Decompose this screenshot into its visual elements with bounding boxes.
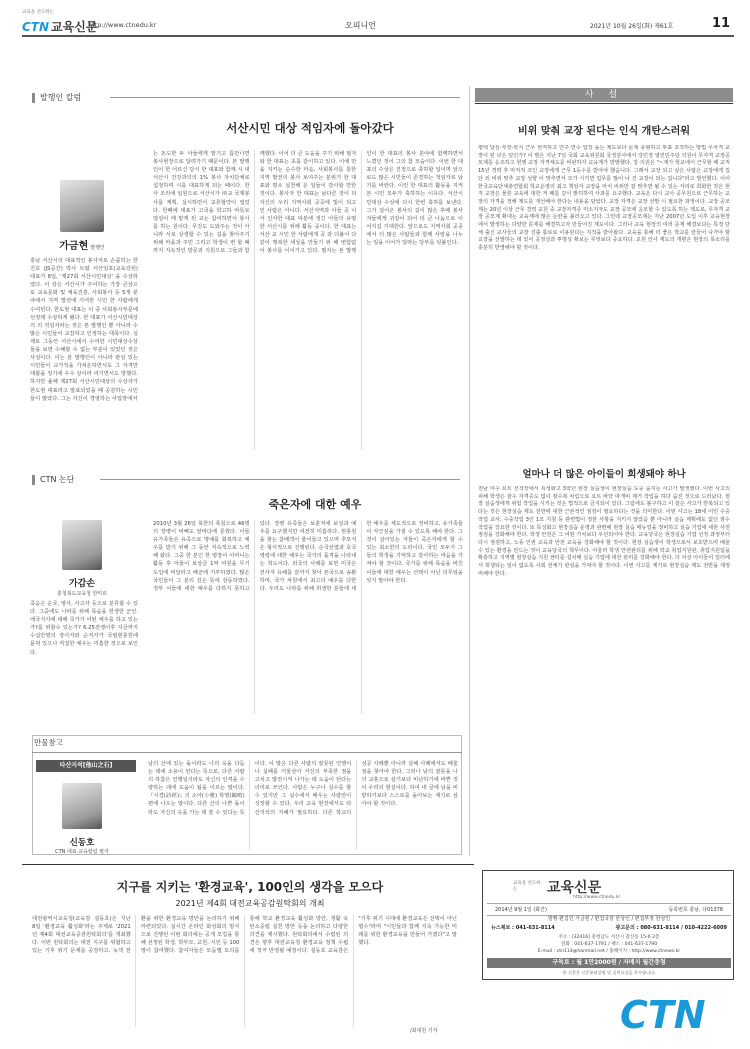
section-title: 오피니언 bbox=[345, 21, 376, 30]
article-body: 2010년 3월 26일 북한의 폭침으로 46명의 장병이 바뻐도 앞바다에 문혔다. 이들 유가족들은 유족으로 명예를 회복하고 예우를 받기 위해 그 동안 지속적으로 노력해 왔다. 그중 한 분인 한 병장이 어머니는 활동 후 아들이 보상금 1억 여원을 무기 도입에 써달라고 해군에 기부하였다. 많은 국민들이 그 분의 깊은 뜻에 감동하였다. 정부 이들에 대한 예우를 다하지 못하고 있다. 장병 유족들은 보훈처에 보상과 예우를 요구했지만 여전히 미흡하다. 현충원을 찾는 참배객이 줄어들고 있으며 추모식은 형식적으로 진행된다. 순국선열과 호국영령에 대한 예우는 국가의 품격을 나타내는 척도이다. 외국의 사례를 보면 미국은 전사자 유해를 끝까지 찾아 본국으로 송환하며, 국가 차원에서 최고의 예우를 다한다. 우리도 나라를 위해 희생한 분들에 대한 예우를 제도적으로 정비하고, 유가족들이 자긍심을 가질 수 있도록 해야 한다. 그것이 살아있는 자들이 죽은자에게 할 수 있는 최소한의 도리이다. 국민 모두가 그들의 희생을 기억하고 감사하는 마음을 가져야 할 것이다. 국가를 위해 목숨을 바친 이들에 대한 예우는 선택이 아닌 의무임을 잊지 말아야 한다. bbox=[153, 521, 463, 592]
editorial-body-2: 전남 여수 요트 선착장에서 특성화고 3학년 현장 실습생이 현장실습 도중 숨지는 사고가 발생했다. 이번 사고의 피해 학생은 잠수 자격증도 없이 잠수복 차림으로 요트 바닥 따개비 제거 작업을 하다 숨진 것으로 드러났다. 현장 실습생에게 위험 작업을 시키는 것은 법적으로 금지되어 있다. 그럼에도 불구하고 이 같은 사고가 반복되고 있다는 것은 현장실습 제도 전반에 대한 근본적인 점검이 필요하다는 것을 의미한다. 이번 사고는 18세 어린 수중작업 교사, 수중작업 3인 1조 지침 등 관련법이 정한 사항을 지키지 않았음 뿐 아니라 실습 계획에도 없던 잠수 작업을 강요한 것이다. 또 특성화고 현장실습 운영과 관련해 현장 실습 매뉴얼을 정비하고 실습 기업에 대한 사전 점검을 강화해야 한다. 학생 안전은 그 어떤 가치보다 우선되어야 한다. 교육당국은 현장실습 기업 선정 과정부터 다시 점검하고, 노동 인권 교육과 안전 교육을 강화해야 할 것이다. 현장 실습생이 학생으로서 보호받으며 배울 수 있는 환경을 만드는 것이 교육당국의 책무이다. 아울러 학생 안전관리를 위해 학교 취업지원관, 취업지원팀을 확충하고 지역별 현장실습 지원 센터를 설치해 실습 기업에 대한 관리를 강화해야 한다. 더 이상 아이들이 일터에서 희생되는 일이 없도록 사회 전체가 관심을 가져야 할 것이다. 이번 사고를 계기로 현장실습 제도 전반을 재정비해야 한다. bbox=[478, 486, 730, 577]
site-url[interactable]: http://www.ctnedu.kr bbox=[88, 21, 157, 29]
masthead-name: 교육신문 bbox=[547, 880, 602, 896]
author-photo bbox=[62, 520, 102, 570]
ad-tel[interactable]: 광고문의 : 080-631-8114 / 010-4222-6009 bbox=[615, 925, 727, 931]
column-divider bbox=[469, 86, 470, 856]
editorial-headline-2[interactable]: 얼마나 더 많은 아이들이 희생돼야 하나 bbox=[522, 469, 686, 480]
section-label-text: CTN 논단 bbox=[40, 475, 75, 484]
author-name: 신동호 bbox=[69, 838, 95, 848]
section-line bbox=[110, 97, 460, 98]
page-number: 11 bbox=[712, 16, 731, 31]
editorial-rule bbox=[475, 103, 733, 104]
phone-fax: 전화 : 041-637-1791 / 팩스 : 041-637-1790 bbox=[560, 942, 658, 947]
ethics-note: 본 신문은 신문윤리강령 및 실천요강을 준수합니다. bbox=[562, 970, 656, 975]
page-header bbox=[0, 0, 750, 40]
article-subhead: 2021년 제4회 대전교육공감원탁회의 개최 bbox=[175, 899, 325, 908]
logo-slogan: 교육을 선도하는 bbox=[22, 10, 54, 15]
email-homepage[interactable]: E-mail : ctn114@hanmail.net / 홈페이지 : http://www.ctnews.kr bbox=[537, 949, 681, 954]
masthead-logo bbox=[513, 877, 601, 897]
article-byline: /최대원 기자 bbox=[410, 1028, 438, 1034]
issue-info: 2021년 10월 26일(화) 제61호 bbox=[590, 23, 674, 30]
section-label-reference: 만물참고 bbox=[34, 738, 63, 747]
label-bar bbox=[32, 93, 35, 103]
author-photo bbox=[62, 783, 102, 829]
masthead-url[interactable]: http://www.ctnedu.kr bbox=[573, 895, 621, 900]
masthead-slogan: 교육을 선도하는 bbox=[513, 881, 541, 892]
registration-date: 2014년 9월 1일 (화간) bbox=[495, 907, 547, 913]
logo-ctn: CTN bbox=[22, 20, 50, 34]
section-label-publisher bbox=[32, 92, 81, 103]
staff-info: 발행·편집인 가금현 / 편집국장 한상인 / 편집부장 한상인 bbox=[547, 916, 671, 922]
article-body-intro: 죽음은 순국, 병사, 사고사 등으로 분류할 수 있다. 그중에도 나라를 위해 목숨을 헌생한 군인· 애국지사에 대해 국가가 어떤 예우를 하고 있는가?를 위할수 있는가? 6.25전쟁이후 지금까지 수십만명의 장사자와 순직자가 국립현충원에 묻혀 있으나 직접한 예우는 미흡한 것으로 보인다. bbox=[30, 601, 138, 656]
author-title: 충청북도교육청 한미르 bbox=[57, 591, 107, 597]
address-block bbox=[487, 934, 731, 955]
logo-name: 교육신문 bbox=[51, 20, 98, 34]
registration-number: 등록번호 충남, 다01378 bbox=[668, 907, 723, 913]
article-body-intro: 충남 서산시의 대표적인 봉사자로 손꼽히는 한진호 (JS공간) 박사 트럼 서산임포(교육강원) 대표가 8일, '제27회 서산시민대상' 을 수상하였다. 이 상은 서산시가 주어하는 가장 큰상으로 교육문화 및 체육진흥, 사회봉사 등 5개 분야에서 지역 발전에 기여한 시민 한 사람에게 수여된다. 한도현 대표는 이 중 사회봉사부문에 선정돼 수상하게 됐다. 한 대표가 서산시민대상의 의 적임자라는 것은 본 발행인 뿐 아니라 수많은 시민들이 교감하고 인정하는 대목이다. 실제로 그동안 서산시에서 수여한 시민대상수상들을 보면 수혜할 수 없는 부분이 있었던 것은 사실이다. 이는 본 발행인이 아니라 관심 있는 시민들이 교가적을 가져온하면서도 그 자격만 대할을 정기에 우수 상이라 여기면서도 방했다. 하지만 올해 제27회 서산시민대상의 수상자가 한도현 대표라고 발표되었을 때 공감하는 시민들이 많았다. 그는 자신이 경영하는 사업장에서 bbox=[30, 258, 138, 402]
news-tip-tel[interactable]: 뉴스제보 : 041-631-8114 bbox=[491, 925, 555, 931]
section-line bbox=[100, 479, 460, 480]
editorial-body-1: 평택 달심·부장·학지 근무 현직하고 연구·연수 업장 을는 제도보다 문제 유형하고 투표 조작하는 방법 무자격 교장이 된 낫은 일인가? 이 발은 지난 7일 국회 교육위원회 국정감사에서 강민정 열린민주당 의원이 무자격 교장공모제를 응조하고 현행 교장 자격체도를 비판하자 교육계가 반발했다. 강 의원은 "~재가 학교에서 근무할 때 교직 15년 경력 후 마직적 코인 교장에게 근무 1등수를 받아야 했습니다. 그래서 교장 되고 싶은 사람은 교장에게 집단 외 비위 맞추 교장 성향 이 맞추면서 모가 시키면 업무를 많이 나 진 교장이 되는 겁니다"라고 발언했다. 이어 한국교육단체총연합회 학교운영의 최고 책임자 교장을 마치 비위만 잘 맞추면 될 수 있는 자리로 희화한 것은 현직 교장은 물론 교육에 대한 저 폐를 깊이 밝히하여 사과를 요구했다. 교육은 다시 교사 공무원으로 근무하는 교장의 자격을 정해 제도를 개선해야 한다는 내용을 담았다. 교장 자격은 교장 선발 시 필요한 과정이다. 교장 공모제는 20년 이상 근무 경력 교원 중 교장자격증 미소지자도 교장 공모에 응모할 수 있도록 하는 제도로, 무자격 교장 공모제 확대는 교육계에 많은 논란을 불러오고 있다. 그런데 교장공모제는 지난 2007년 도입 이후 교육현장에서 발생하는 다양한 문제를 해결하고자 만들어진 제도이다. 그러나 교육 현장의 여러 문제 해결보다는 특정 단체 출신 교사들의 교장 진출 통로로 이용된다는 지적을 받아왔다. 교육을 통해 더 좋은 학교를 만들어 나가야 할 교장을 선발하는 데 있어 공정성과 투명성 확보는 무엇보다 중요하다. 교원 인사 제도의 개편은 현장의 목소리를 충분히 반영해야 할 것이다. bbox=[478, 145, 730, 252]
masthead-box bbox=[482, 870, 734, 980]
address: 주소 : [32416] 충청남도 서산시 갈산동 15-6 2층 bbox=[558, 935, 660, 940]
section-line bbox=[32, 752, 462, 753]
article-headline[interactable]: 지구를 지키는 '환경교육', 100인의 생각을 모으다 bbox=[116, 880, 384, 894]
article-body: 대전광역시교육청(교육감 설동호)은 지난 8일 '환경교육 활성화'라는 주제로 '2021년 제4회 대전교육공감원탁회의'를 개최했다. 이번 원탁회의는 대전 지구를 위협하고 있는 기후 위기 문제를 공감하고, 녹색 전환을 위한 환경교육 방안을 논의하기 위해 마련되었다. 실시간 온라인 화상회의 방식으로 진행된 이번 회의에는 공개 모집을 통해 선정된 학생, 학부모, 교원, 시민 등 100명이 참여했다. 참여자들은 모둠별 토의를 통해 학교 환경교육 활성화 방안, 생활 속 탄소중립 실천 방안 등을 논의하고 다양한 의견을 제시했다. 원탁회의에서 수렴된 의견은 향후 대전교육청 환경교육 정책 수립에 적극 반영될 예정이다. 설동호 교육감은 "기후 위기 시대에 환경교육은 선택이 아닌 필수"라며 "시민들과 함께 지속 가능한 미래를 위한 환경교육을 만들어 가겠다"고 말했다. bbox=[32, 916, 457, 955]
masthead-logo[interactable] bbox=[22, 9, 97, 35]
section-label-text: 발행인 칼럼 bbox=[40, 93, 82, 102]
section-rule bbox=[22, 864, 474, 865]
article-headline[interactable]: 죽은자에 대한 예우 bbox=[268, 498, 362, 511]
header-rule bbox=[22, 35, 734, 37]
author-name: 가감손 bbox=[68, 579, 96, 589]
editorial-headline-1[interactable]: 비위 맞춰 교장 된다는 인식 개탄스러워 bbox=[518, 126, 690, 137]
author-name-block bbox=[30, 237, 134, 252]
bottom-logo-text: CTN bbox=[620, 993, 706, 1037]
subscription-fee: 구독료 : 월 1만2000원 / 자매지 월간충청 bbox=[487, 958, 731, 968]
section-label-forum bbox=[32, 474, 74, 485]
bottom-logo bbox=[620, 995, 706, 1035]
editorial-banner: 사 설 bbox=[475, 88, 733, 102]
author-photo bbox=[60, 180, 104, 232]
author-title: 발행인 bbox=[90, 245, 105, 251]
reference-body: 남의 산에 있는 돌이라도 나의 옥을 다듬는 데에 소용이 된다는 뜻으로, 다른 사람의 하찮은 언행일지라도 자신의 인격을 수양하는 데에 도움이 됨을 이르는 말이다. 『시경(詩經)』의 소아(小雅) 학명(鶴鳴)편에 나오는 말이다. 다른 산의 나쁜 돌이라도 자신의 옥을 가는 데 쓸 수 있다는 뜻이다. 이 말은 다른 사람의 잘못된 언행이나 실패를 거울삼아 자신의 부족한 점을 고치고 발전시켜 나가는 데 도움이 된다는 의미로 쓰인다. 사람은 누구나 실수를 할 수 있지만 그 실수에서 배우는 사람만이 성장할 수 있다. 우리 교육 현장에서도 타산지석의 지혜가 필요하다. 다른 학교의 성공 사례뿐 아니라 실패 사례에서도 배울 점을 찾아야 한다. 그러나 남의 잘못을 나의 교훈으로 삼기보다 비난하기에 바쁜 것이 우리의 현실이다. 하여 내 글에 남을 비방하기보다 스스로를 돌아보는 계기로 삼아야 할 것이다. bbox=[148, 761, 458, 816]
author-title: CTN 대표·교육칼럼 필자 bbox=[55, 849, 109, 855]
author-name: 가금현 bbox=[59, 241, 89, 252]
article-body: 는 돈도한 두 아들에게 맡기고 틈만나면 봉사현장으로 달려가기 때문이다. 본 발행인이 한 어르신 당시 한 대표와 함께 시 내 서산시 건강과의의 1% 봉사 자치단체로 섭정하며 시를 대표하게 되는 때이다. 한사 조리에 일원으로 서산시가 ㈜교 국제봉사를 계획, 실시하면서 교류협약이 열었다. 한때에 대표가 고국을 학고하 따뜻로 열심이 매 맡게 된 교는 참여하면서 봉사를 하는 원이다. 무진도 도와주는 것이 아니라 서로 상생할 수 있는 길을 찾아주기 위해 마을과 주민 그리고 학생이 변 할 때까지 지속적인 방문과 지원으로 그들과 함께했다. 이어 더 큰 도움을 주기 위해 필자와 한 대표는 초를 같이하고 있다. 이에 만을 지키는 순수한 마음, 사회봉사를 통한 지역 발전의 봉사 보여주는 분위기 한 대표와 평소 실천해 온 일들이 감사할 만한 것이다. 봉사자 한 대표는 남다른 것이 더 자신의 우리 지역사회 곳곳에 빛이 되고 민 사람은 아니다. 서산지역과 아들 공 이서 인사한 대표 덕분에 생긴 아들의 유명한 서산시를 위해 활동 중이다. 한 대표는 서산 교 시민 한 사람에게 공 과 더불어 다 같이 행복한 세상을 만들기 위 해 변함없이 봉사를 이어가고 있다. 필자는 본 발행인이 한 대표의 봉사 분야에 함께하면서 느꼈던 것이 그의 참 모습이다. 이번 한 대표의 수상은 진정으로 축하할 일이며 앞으로도 많은 시민들이 존경하는 적임자로 남기를 바란다. 이런 한 대표의 활동을 지켜본 시민 모두가 축하하는 이유다. 서산시민대상 수상에 다시 한번 축하를 보낸다. 그가 걸어온 봉사의 길이 많은 후배 봉사자들에게 귀감이 되어 더 큰 나눔으로 이어지길 기대한다. 앞으로도 지역사회 곳곳에서 더 많은 사람들과 함께 사랑을 나누는 일을 이어가 달라는 당부를 덧붙인다. bbox=[153, 151, 463, 255]
article-headline[interactable]: 서산시민 대상 적임자에 돌아갔다 bbox=[226, 121, 394, 135]
reference-title[interactable]: 타산지석[他山之石] bbox=[36, 760, 136, 772]
contact-row bbox=[487, 924, 731, 931]
label-bar bbox=[32, 475, 35, 485]
